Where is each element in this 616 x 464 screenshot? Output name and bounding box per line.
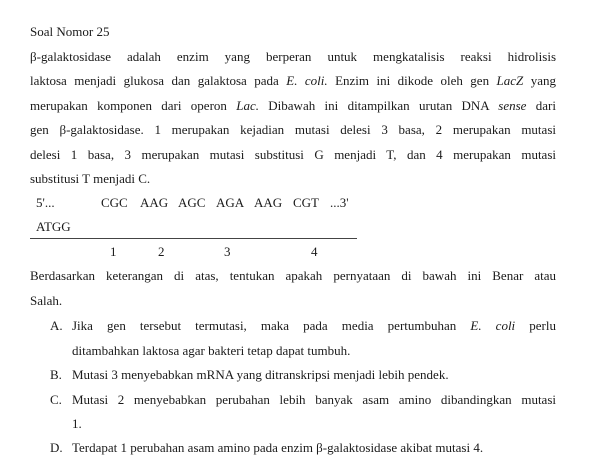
option-text: perlu — [515, 318, 556, 333]
operon-name: Lac. — [236, 98, 259, 113]
codon: AAG — [254, 195, 283, 210]
mutation-marker: 1 — [110, 244, 117, 259]
sequence-continuation: ATGG — [36, 219, 71, 234]
question-line-1: Berdasarkan keterangan di atas, tentukan apakah pernyataan di bawah ini Benar atau — [30, 268, 556, 283]
option-letter: A. — [50, 318, 63, 333]
codon: CGT — [293, 195, 319, 210]
intro-text: Dibawah ini ditampilkan urutan DNA — [258, 98, 499, 113]
option-c-line-2: 1. — [72, 416, 82, 431]
option-a-line-1 — [72, 318, 556, 334]
codon: AGA — [216, 195, 245, 210]
intro-line-3 — [30, 98, 556, 114]
sequence-divider — [30, 238, 357, 239]
species-name: E. coli — [470, 318, 516, 333]
intro-line-5: delesi 1 basa, 3 merupakan mutasi substitusi G menjadi T, dan 4 merupakan mutasi — [30, 147, 556, 162]
strand-term: sense — [498, 98, 527, 113]
codon: CGC — [101, 195, 128, 210]
gene-name: LacZ — [496, 73, 524, 88]
species-name: E. coli. — [286, 73, 328, 88]
option-letter: D. — [50, 440, 63, 455]
sequence-3-prime: ...3' — [330, 195, 349, 210]
intro-text: dari — [526, 98, 556, 113]
mutation-marker: 3 — [224, 244, 231, 259]
intro-line-4: gen β-galaktosidase. 1 merupakan kejadian mutasi delesi 3 basa, 2 merupakan mutasi — [30, 122, 556, 137]
codon: AAG — [140, 195, 169, 210]
sequence-5-prime: 5'... — [36, 195, 55, 210]
intro-line-2 — [30, 73, 556, 89]
intro-line-6: substitusi T menjadi C. — [30, 171, 151, 186]
intro-line-1: β-galaktosidase adalah enzim yang berperan untuk mengkatalisis reaksi hidrolisis — [30, 49, 556, 64]
intro-text: laktosa menjadi glukosa dan galaktosa pada — [30, 73, 287, 88]
option-c-line-1: Mutasi 2 menyebabkan perubahan lebih banyak asam amino dibandingkan mutasi — [72, 392, 556, 407]
intro-text: yang — [523, 73, 556, 88]
question-line-2: Salah. — [30, 293, 63, 308]
option-letter: B. — [50, 367, 62, 382]
option-letter: C. — [50, 392, 62, 407]
intro-text: merupakan komponen dari operon — [30, 98, 237, 113]
option-text: Jika gen tersebut termutasi, maka pada media pertumbuhan — [72, 318, 471, 333]
mutation-marker: 2 — [158, 244, 165, 259]
option-a-line-2: ditambahkan laktosa agar bakteri tetap dapat tumbuh. — [72, 343, 351, 358]
option-b-text: Mutasi 3 menyebabkan mRNA yang ditranskripsi menjadi lebih pendek. — [72, 367, 449, 382]
question-title: Soal Nomor 25 — [30, 24, 110, 39]
codon: AGC — [178, 195, 206, 210]
mutation-marker: 4 — [311, 244, 318, 259]
option-d-text: Terdapat 1 perubahan asam amino pada enzim β-galaktosidase akibat mutasi 4. — [72, 440, 484, 455]
intro-text: Enzim ini dikode oleh gen — [327, 73, 497, 88]
